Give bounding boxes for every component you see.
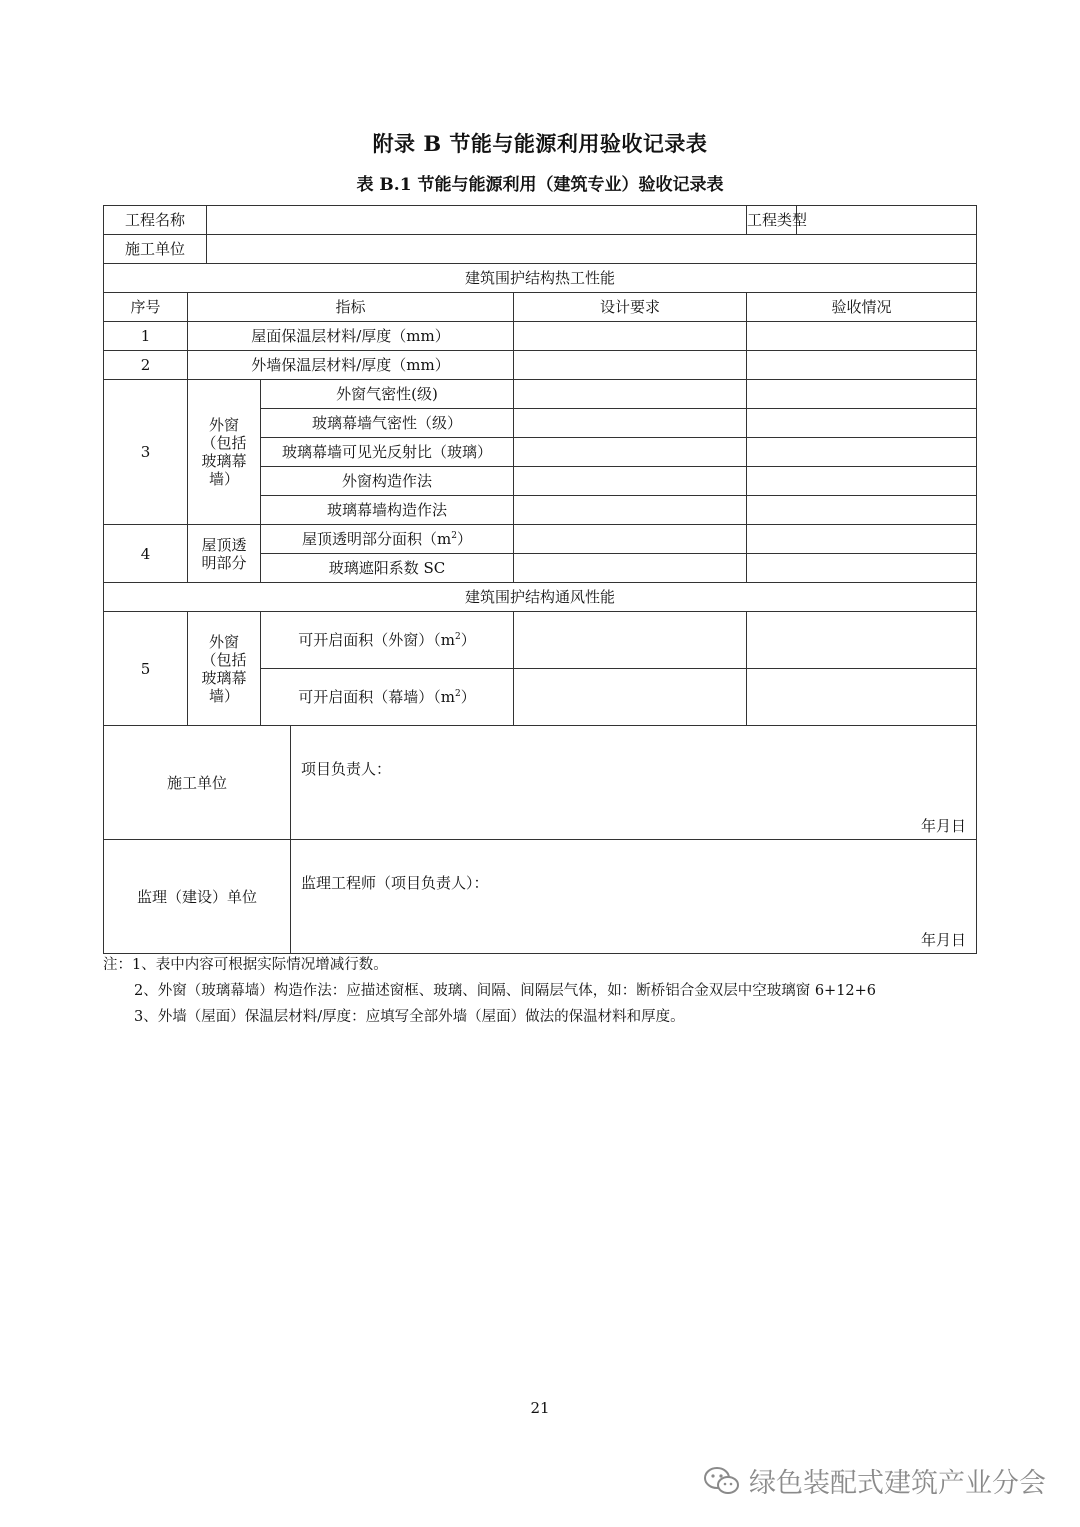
- group-line: 玻璃幕: [201, 452, 247, 470]
- project-name-label: 工程名称: [104, 206, 207, 235]
- construction-unit-sign-label: 施工单位: [104, 726, 291, 840]
- acceptance-cell[interactable]: [747, 525, 977, 554]
- note-line: 3、外墙（屋面）保温层材料/厚度：应填写全部外墙（屋面）做法的保温材料和厚度。: [134, 1009, 685, 1025]
- row-no: 1: [104, 322, 188, 351]
- row-item: 屋顶透明部分面积$(m^2)$: [261, 525, 514, 554]
- group-line: 墙）: [209, 470, 240, 488]
- section-thermal-row: [104, 264, 977, 293]
- row-group-label: [188, 525, 261, 583]
- section-thermal-title: 建筑围护结构热工性能: [104, 264, 977, 293]
- construction-unit-field[interactable]: [207, 235, 977, 264]
- wechat-icon: [703, 1466, 741, 1496]
- date-label: 年月日: [921, 817, 967, 835]
- acceptance-record-table: [103, 205, 977, 954]
- row-item: 外窗气密性(级): [261, 380, 514, 409]
- group-line: 外窗: [209, 416, 240, 434]
- section-ventilation-row: [104, 583, 977, 612]
- col-header-acceptance: 验收情况: [747, 293, 977, 322]
- acceptance-cell[interactable]: [747, 554, 977, 583]
- note-line: 2、外窗（玻璃幕墙）构造作法：应描述窗框、玻璃、间隔、间隔层气体，如：断桥铝合金双层中空玻璃窗 6+12+6: [134, 983, 877, 999]
- project-type-field[interactable]: [797, 206, 977, 235]
- row-item: 屋面保温层材料/厚度（mm）: [188, 322, 514, 351]
- sign-row-supervision: [104, 840, 977, 954]
- group-line: 屋顶透: [201, 535, 247, 554]
- group-line: 墙）: [209, 686, 240, 705]
- acceptance-cell[interactable]: [747, 438, 977, 467]
- acceptance-cell[interactable]: [747, 612, 977, 669]
- watermark: [703, 1461, 1046, 1500]
- row-no: 4: [104, 525, 188, 583]
- design-cell[interactable]: [514, 612, 747, 669]
- project-name-row: [104, 206, 977, 235]
- group-line: 玻璃幕: [201, 668, 247, 687]
- supervision-sign-area[interactable]: [291, 840, 977, 954]
- acceptance-cell[interactable]: [747, 322, 977, 351]
- design-cell[interactable]: [514, 351, 747, 380]
- construction-unit-label: 施工单位: [104, 235, 207, 264]
- table-row: [104, 612, 977, 669]
- acceptance-cell[interactable]: [747, 467, 977, 496]
- design-cell[interactable]: [514, 380, 747, 409]
- row-group-label: [188, 612, 261, 726]
- date-label: 年月日: [921, 931, 967, 949]
- project-type-label: 工程类型: [747, 206, 797, 235]
- row-item: 可开启面积（外窗）$(m^2)$: [261, 612, 514, 669]
- construction-sign-area[interactable]: [291, 726, 977, 840]
- row-item: 玻璃幕墙可见光反射比（玻璃）: [261, 438, 514, 467]
- design-cell[interactable]: [514, 554, 747, 583]
- row-item: 可开启面积（幕墙）$(m^2)$: [261, 669, 514, 726]
- col-header-no: 序号: [104, 293, 188, 322]
- design-cell[interactable]: [514, 525, 747, 554]
- row-item: 玻璃幕墙气密性（级）: [261, 409, 514, 438]
- table-row: [104, 525, 977, 554]
- table-title: 表 B.1 节能与能源利用（建筑专业）验收记录表: [356, 175, 724, 195]
- acceptance-cell[interactable]: [747, 380, 977, 409]
- supervision-unit-sign-label: 监理（建设）单位: [104, 840, 291, 954]
- page-number: 21: [530, 1399, 550, 1417]
- construction-unit-row: [104, 235, 977, 264]
- group-line: 外窗: [209, 632, 240, 651]
- table-row: [104, 380, 977, 409]
- appendix-title: 附录 B 节能与能源利用验收记录表: [372, 131, 708, 156]
- sign-row-construction: [104, 726, 977, 840]
- row-no: 3: [104, 380, 188, 525]
- row-item: 外墙保温层材料/厚度（mm）: [188, 351, 514, 380]
- supervisor-label: 监理工程师（项目负责人）：: [301, 874, 489, 892]
- design-cell[interactable]: [514, 438, 747, 467]
- col-header-design: 设计要求: [514, 293, 747, 322]
- design-cell[interactable]: [514, 669, 747, 726]
- group-line: （包括: [201, 434, 247, 452]
- note-line: 注：1、表中内容可根据实际情况增减行数。: [103, 957, 388, 973]
- table-row: [104, 351, 977, 380]
- group-line: （包括: [201, 650, 247, 669]
- acceptance-cell[interactable]: [747, 409, 977, 438]
- column-header-row: [104, 293, 977, 322]
- design-cell[interactable]: [514, 496, 747, 525]
- row-no: 2: [104, 351, 188, 380]
- notes: [103, 952, 876, 1030]
- row-group-label: [188, 380, 261, 525]
- acceptance-cell[interactable]: [747, 351, 977, 380]
- row-item: 玻璃遮阳系数 SC: [261, 554, 514, 583]
- acceptance-cell[interactable]: [747, 669, 977, 726]
- row-no: 5: [104, 612, 188, 726]
- col-header-index: 指标: [188, 293, 514, 322]
- group-line: 明部分: [201, 553, 247, 572]
- design-cell[interactable]: [514, 467, 747, 496]
- watermark-text: 绿色装配式建筑产业分会: [749, 1468, 1046, 1499]
- row-item: 玻璃幕墙构造作法: [261, 496, 514, 525]
- design-cell[interactable]: [514, 322, 747, 351]
- row-item: 外窗构造作法: [261, 467, 514, 496]
- table-row: [104, 322, 977, 351]
- acceptance-cell[interactable]: [747, 496, 977, 525]
- design-cell[interactable]: [514, 409, 747, 438]
- project-leader-label: 项目负责人：: [301, 760, 392, 778]
- project-name-field[interactable]: [207, 206, 747, 235]
- section-ventilation-title: 建筑围护结构通风性能: [104, 583, 977, 612]
